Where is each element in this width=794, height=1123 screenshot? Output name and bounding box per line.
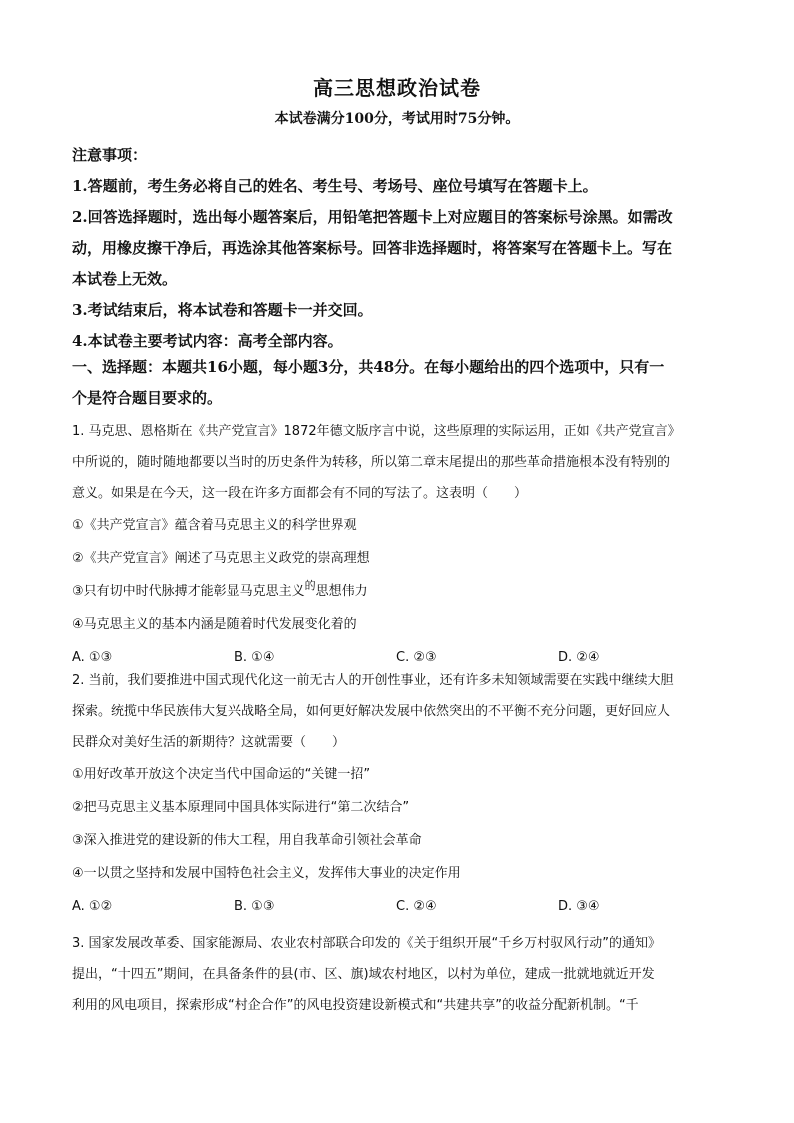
option-b: B. ①③: [234, 899, 275, 914]
question-3-stem-line-1: 3. 国家发展改革委、国家能源局、农业农村部联合印发的《关于组织开展“千乡万村驭风行动”的通知》: [72, 936, 662, 951]
question-2-statement-1: ①用好改革开放这个决定当代中国命运的“关键一招”: [72, 767, 371, 782]
question-2-statement-2: ②把马克思主义基本原理同中国具体实际进行“第二次结合”: [72, 800, 410, 815]
question-1: [72, 416, 722, 674]
statement-3-text-end: 思想伟力: [315, 584, 368, 599]
exam-subtitle: 本试卷满分100分，考试用时75分钟。: [274, 111, 520, 127]
question-1-stem-line-1: 1. 马克思、恩格斯在《共产党宣言》1872年德文版序言中说，这些原理的实际运用，正如《共产党宣言》: [72, 424, 681, 439]
option-c: C. ②③: [396, 650, 437, 665]
option-c: C. ②④: [396, 899, 437, 914]
statement-3-text: ③只有切中时代脉搏才能彰显马克思主义: [72, 584, 305, 599]
note-item-3: 3.考试结束后，将本试卷和答题卡一并交回。: [72, 301, 373, 319]
note-item-2-line-3: 本试卷上无效。: [72, 270, 178, 288]
note-item-2-line-1: 2.回答选择题时，选出每小题答案后，用铅笔把答题卡上对应题目的答案标号涂黑。如需改: [72, 208, 673, 226]
section-heading-line-1: 一、选择题：本题共16小题，每小题3分，共48分。在每小题给出的四个选项中，只有一: [72, 358, 665, 376]
note-item-4: 4.本试卷主要考试内容：高考全部内容。: [72, 332, 343, 350]
section-heading-line-2: 个是符合题目要求的。: [72, 389, 223, 407]
question-3-stem-line-2: 提出，“十四五”期间，在具备条件的县(市、区、旗)域农村地区，以村为单位，建成一批就地就近开发: [72, 967, 655, 982]
option-b: B. ①④: [234, 650, 275, 665]
page-title: 高三思想政治试卷: [313, 76, 481, 100]
question-2: [72, 665, 722, 923]
question-2-stem-line-3: 民群众对美好生活的新期待？这就需要（ ）: [72, 735, 346, 750]
question-2-options: [72, 890, 722, 923]
notes-heading: 注意事项：: [72, 146, 148, 164]
question-1-statement-4: ④马克思主义的基本内涵是随着时代发展变化着的: [72, 617, 357, 632]
question-2-statement-4: ④一以贯之坚持和发展中国特色社会主义，发挥伟大事业的决定作用: [72, 866, 461, 881]
question-1-statement-1: ①《共产党宣言》蕴含着马克思主义的科学世界观: [72, 518, 357, 533]
question-2-stem-line-1: 2. 当前，我们要推进中国式现代化这一前无古人的开创性事业，还有许多未知领域需要在实践中继续大胆: [72, 673, 674, 688]
question-1-statement-3: [72, 575, 722, 608]
question-3-stem-line-3: 利用的风电项目，探索形成“村企合作”的风电投资建设新模式和“共建共享”的收益分配新机制。“千: [72, 998, 639, 1013]
question-2-statement-3: ③深入推进党的建设新的伟大工程，用自我革命引领社会革命: [72, 833, 422, 848]
option-d: D. ③④: [558, 899, 600, 914]
notes-section: [72, 140, 722, 357]
question-1-statement-2: ②《共产党宣言》阐述了马克思主义政党的崇高理想: [72, 551, 370, 566]
note-item-1: 1.答题前，考生务必将自己的姓名、考生号、考场号、座位号填写在答题卡上。: [72, 177, 598, 195]
statement-3-raised-char: 的: [304, 579, 316, 592]
question-1-stem-line-2: 中所说的，随时随地都要以当时的历史条件为转移，所以第二章末尾提出的那些革命措施根本没有特别的: [72, 455, 671, 470]
note-item-2-line-2: 动，用橡皮擦干净后，再选涂其他答案标号。回答非选择题时，将答案写在答题卡上。写在: [72, 239, 673, 257]
option-a: A. ①②: [72, 899, 113, 914]
option-a: A. ①③: [72, 650, 113, 665]
question-1-stem-line-3: 意义。如果是在今天，这一段在许多方面都会有不同的写法了。这表明（ ）: [72, 486, 528, 501]
section-heading: [72, 352, 722, 414]
option-d: D. ②④: [558, 650, 600, 665]
question-3: [72, 928, 722, 1021]
question-2-stem-line-2: 探索。统揽中华民族伟大复兴战略全局，如何更好解决发展中依然突出的不平衡不充分问题，更好回应人: [72, 704, 671, 719]
